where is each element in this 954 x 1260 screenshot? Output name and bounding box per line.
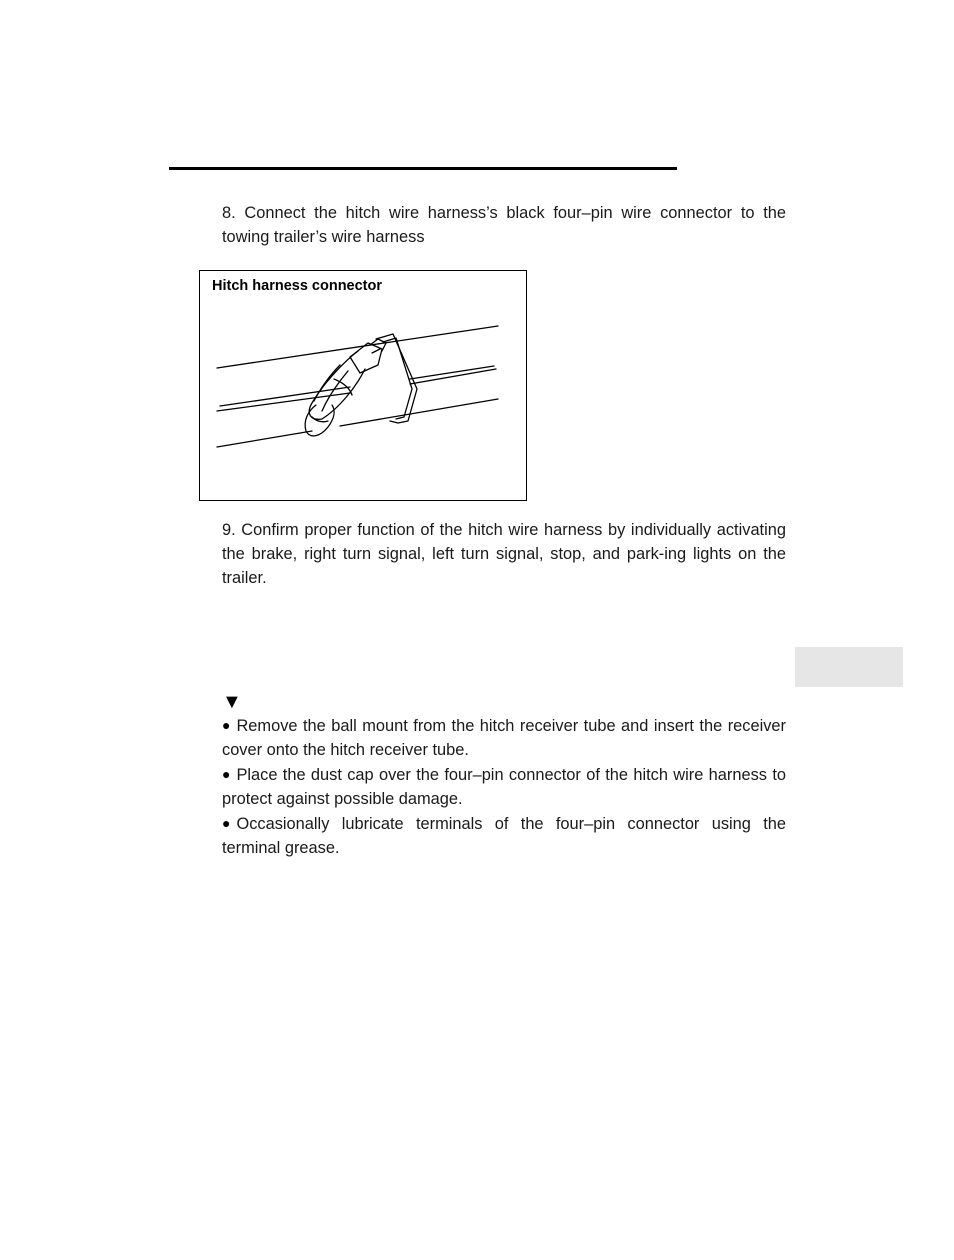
list-item — [222, 811, 786, 860]
bullet-icon: ● — [222, 815, 231, 831]
section-tab — [795, 647, 903, 687]
list-item-text: Remove the ball mount from the hitch receiver tube and insert the receiver cover onto the hitch receiver tube. — [222, 717, 786, 759]
step-9-text: 9. Confirm proper function of the hitch wire harness by individually activating the brake, right turn signal, left turn signal, stop, and park-ing lights on the trailer. — [222, 521, 786, 587]
figure-caption: Hitch harness connector — [212, 278, 383, 294]
bullet-icon: ● — [222, 766, 231, 782]
figure-hitch-harness — [199, 270, 527, 501]
list-item-text: Occasionally lubricate terminals of the four–pin connector using the terminal grease. — [222, 815, 786, 857]
list-item — [222, 713, 786, 762]
note-triangle-icon: ▼ — [222, 691, 242, 713]
note-bullet-list — [222, 713, 786, 860]
step-8-text: 8. Connect the hitch wire harness’s black four–pin wire connector to the towing trailer’s wire harness — [222, 204, 786, 246]
hitch-harness-illustration — [200, 271, 526, 500]
header-rule — [169, 167, 677, 170]
bullet-icon: ● — [222, 717, 231, 733]
list-item-text: Place the dust cap over the four–pin connector of the hitch wire harness to protect against possible damage. — [222, 766, 786, 808]
list-item — [222, 762, 786, 811]
